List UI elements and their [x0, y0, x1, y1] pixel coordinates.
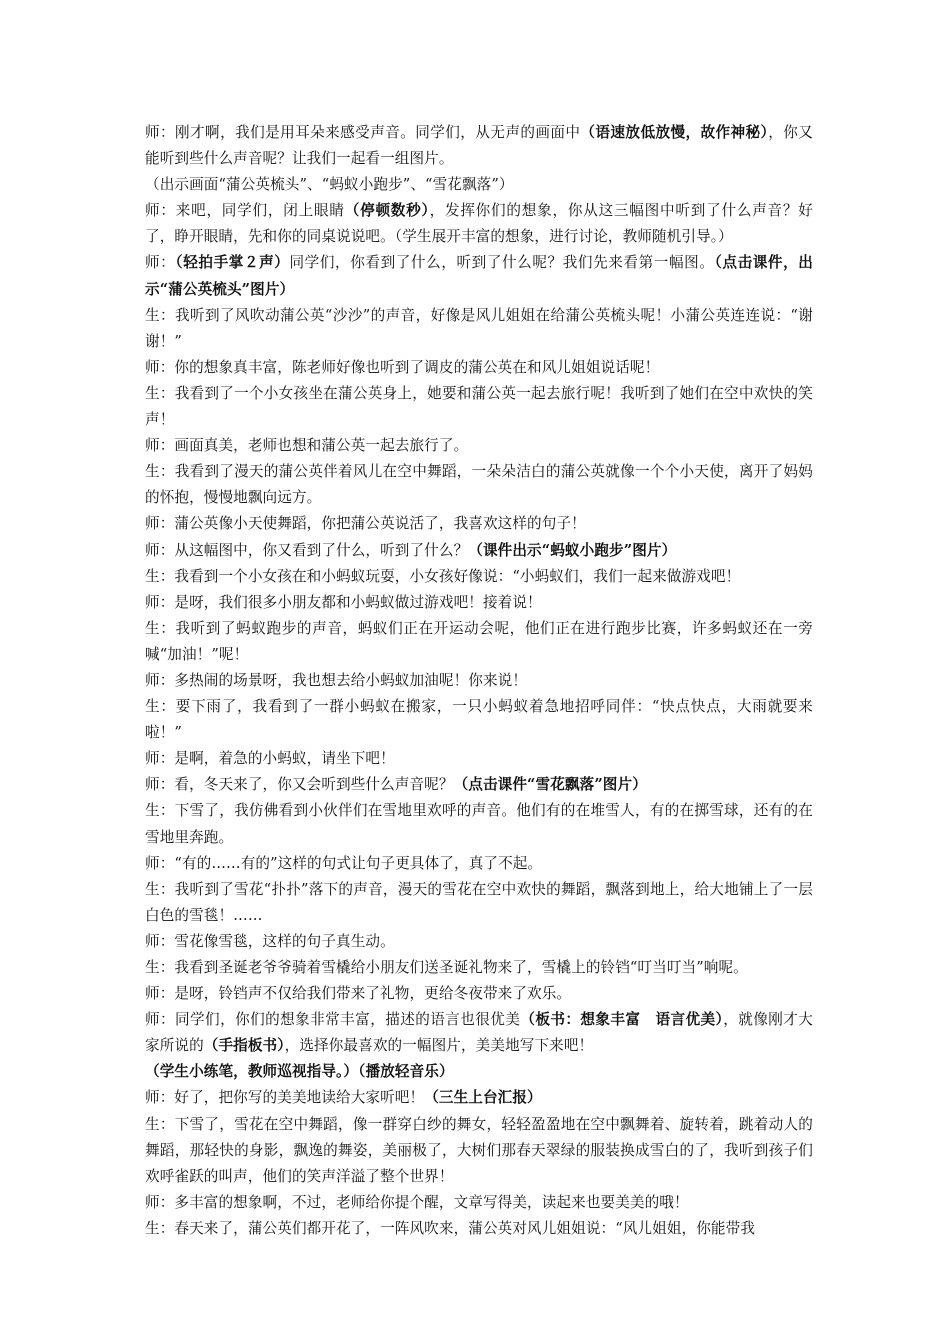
- dialogue-text: 师：画面真美，老师也想和蒲公英一起去旅行了。: [145, 437, 469, 455]
- transcript-paragraph: [145, 303, 813, 355]
- stage-direction-text: （语速放低放慢，故作神秘）: [580, 124, 769, 141]
- dialogue-text: 师：多热闹的场景呀，我也想去给小蚂蚁加油呢！你来说！: [145, 671, 528, 689]
- transcript-paragraph: [145, 1216, 813, 1242]
- dialogue-text: ，就像刚才大家所说的: [145, 1011, 813, 1055]
- dialogue-text: 生：我听到了风吹动蒲公英“沙沙”的声音，好像是风儿姐姐在给蒲公英梳头呢！小蒲公英连连说：“谢谢！”: [145, 306, 813, 350]
- dialogue-text: 生：春天来了，蒲公英们都开花了，一阵风吹来，蒲公英对风儿姐姐说：“风儿姐姐，你能带我: [145, 1219, 756, 1237]
- stage-direction-text: （板书：想象丰富 语言优美）: [520, 1011, 724, 1029]
- dialogue-text: 生：我看到一个小女孩在和小蚂蚁玩耍，小女孩好像说：“小蚂蚁们，我们一起来做游戏吧！: [145, 567, 741, 585]
- dialogue-text: 生：下雪了，雪花在空中舞蹈，像一群穿白纱的舞女，轻轻盈盈地在空中飘舞着、旋转着，跳着动人的舞蹈，那轻快的身影，飘逸的舞姿，美丽极了，大树们那春天翠绿的服装换成雪白的了，我听到孩子们欢呼雀跃的叫声，他们的笑声洋溢了整个世界！: [145, 1115, 813, 1185]
- transcript-paragraph: [145, 538, 813, 564]
- transcript-paragraph: [145, 120, 813, 172]
- transcript-paragraph: [145, 851, 813, 877]
- stage-direction-text: （手指板书）: [203, 1037, 285, 1055]
- transcript-paragraph: [145, 381, 813, 433]
- transcript-paragraph: [145, 616, 813, 668]
- dialogue-text: 同学们，你看到了什么，听到了什么呢？我们先来看第一幅图。: [289, 254, 715, 272]
- dialogue-text: 生：我听到了雪花“扑扑”落下的声音，漫天的雪花在空中欢快的舞蹈，飘落到地上，给大地铺上了一层白色的雪毯！……: [145, 880, 813, 924]
- dialogue-text: 师：刚才啊，我们是用耳朵来感受声音。同学们，从无声的画面中: [145, 124, 581, 141]
- stage-direction-text: （停顿数秒）: [344, 202, 430, 220]
- dialogue-text: 师：是啊，着急的小蚂蚁，请坐下吧！: [145, 750, 395, 768]
- transcript-paragraph: [145, 746, 813, 772]
- stage-direction-text: （三生上台汇报）: [424, 1089, 542, 1107]
- transcript-paragraph: [145, 198, 813, 250]
- dialogue-text: 师：雪花像雪毯，这样的句子真生动。: [145, 932, 395, 950]
- transcript-paragraph: [145, 929, 813, 955]
- transcript-paragraph: [145, 1059, 813, 1085]
- dialogue-text: 生：我听到了蚂蚁跑步的声音，蚂蚁们正在开运动会呢，他们正在进行跑步比赛，许多蚂蚁还在一旁喊“加油！”呢！: [145, 619, 813, 663]
- transcript-paragraph: [145, 511, 813, 537]
- transcript-paragraph: [145, 668, 813, 694]
- transcript-paragraph: [145, 250, 813, 302]
- stage-direction-text: （点击课件，出示“蒲公英梳头”图片）: [145, 254, 813, 298]
- dialogue-text: 生：我看到了漫天的蒲公英伴着风儿在空中舞蹈，一朵朵洁白的蒲公英就像一个个小天使，离开了妈妈的怀抱，慢慢地飘向远方。: [145, 463, 813, 507]
- dialogue-text: 师：是呀，我们很多小朋友都和小蚂蚁做过游戏吧！接着说！: [145, 593, 542, 611]
- dialogue-text: 师：看，冬天来了，你又会听到些什么声音呢？: [145, 776, 454, 794]
- transcript-paragraph: [145, 172, 813, 198]
- dialogue-text: 生：我看到圣诞老爷爷骑着雪橇给小朋友们送圣诞礼物来了，雪橇上的铃铛“叮当叮当”响呢。: [145, 959, 748, 976]
- transcript-paragraph: [145, 798, 813, 850]
- dialogue-text: 师：“有的……有的”这样的句式让句子更具体了，真了不起。: [145, 854, 543, 872]
- dialogue-text: 生：下雪了，我仿佛看到小伙伴们在雪地里欢呼的声音。他们有的在堆雪人，有的在掷雪球，还有的在雪地里奔跑。: [145, 802, 813, 846]
- stage-direction-text: （课件出示“蚂蚁小跑步”图片）: [468, 541, 677, 559]
- dialogue-text: 师：: [145, 254, 176, 272]
- dialogue-text: ，你又能听到些什么声音呢？让我们一起看一组图片。: [145, 124, 813, 168]
- stage-direction-text: （学生小练笔，教师巡视指导。）（播放轻音乐）: [145, 1063, 454, 1081]
- transcript-paragraph: [145, 955, 813, 981]
- transcript-paragraph: [145, 433, 813, 459]
- transcript-paragraph: [145, 1190, 813, 1216]
- dialogue-text: 生：要下雨了，我看到了一群小蚂蚁在搬家，一只小蚂蚁着急地招呼同伴：“快点快点，大雨就要来啦！”: [145, 698, 813, 742]
- transcript-paragraph: [145, 355, 813, 381]
- dialogue-text: 师：好了，把你写的美美地读给大家听吧！: [145, 1089, 425, 1107]
- transcript-paragraph: [145, 981, 813, 1007]
- transcript-paragraph: [145, 694, 813, 746]
- dialogue-text: 师：你的想象真丰富，陈老师好像也听到了调皮的蒲公英在和风儿姐姐说话呢！: [145, 358, 660, 376]
- transcript-paragraph: [145, 877, 813, 929]
- lesson-transcript: [145, 120, 813, 1242]
- dialogue-text: ，选择你最喜欢的一幅图片，美美地写下来吧！: [284, 1037, 594, 1055]
- dialogue-text: 师：从这幅图中，你又看到了什么，听到了什么？: [145, 541, 469, 559]
- dialogue-text: 师：同学们，你们的想象非常丰富，描述的语言也很优美: [145, 1011, 521, 1029]
- transcript-paragraph: [145, 772, 813, 798]
- dialogue-text: ，发挥你们的想象，你从这三幅图中听到了什么声音？好了，睁开眼睛，先和你的同桌说说吧。（学生展开丰富的想象，进行讨论，教师随机引导。）: [145, 202, 813, 246]
- transcript-paragraph: [145, 459, 813, 511]
- dialogue-text: 师：多丰富的想象啊，不过，老师给你提个醒，文章写得美，读起来也要美美的哦！: [145, 1193, 689, 1211]
- dialogue-text: 生：我看到了一个小女孩坐在蒲公英身上，她要和蒲公英一起去旅行呢！我听到了她们在空中欢快的笑声！: [145, 384, 813, 429]
- transcript-paragraph: [145, 1112, 813, 1190]
- dialogue-text: （出示画面“蒲公英梳头”、“蚂蚁小跑步”、“雪花飘落”）: [145, 176, 514, 194]
- dialogue-text: 师：蒲公英像小天使舞蹈，你把蒲公英说活了，我喜欢这样的句子！: [145, 515, 586, 533]
- transcript-paragraph: [145, 1007, 813, 1059]
- stage-direction-text: （轻拍手掌２声）: [175, 254, 290, 272]
- transcript-paragraph: [145, 590, 813, 616]
- dialogue-text: 师：来吧，同学们，闭上眼睛: [145, 202, 345, 220]
- dialogue-text: 师：是呀，铃铛声不仅给我们带来了礼物，更给冬夜带来了欢乐。: [145, 985, 572, 1003]
- transcript-paragraph: [145, 564, 813, 590]
- stage-direction-text: （点击课件“雪花飘落”图片）: [453, 776, 647, 794]
- transcript-paragraph: [145, 1085, 813, 1111]
